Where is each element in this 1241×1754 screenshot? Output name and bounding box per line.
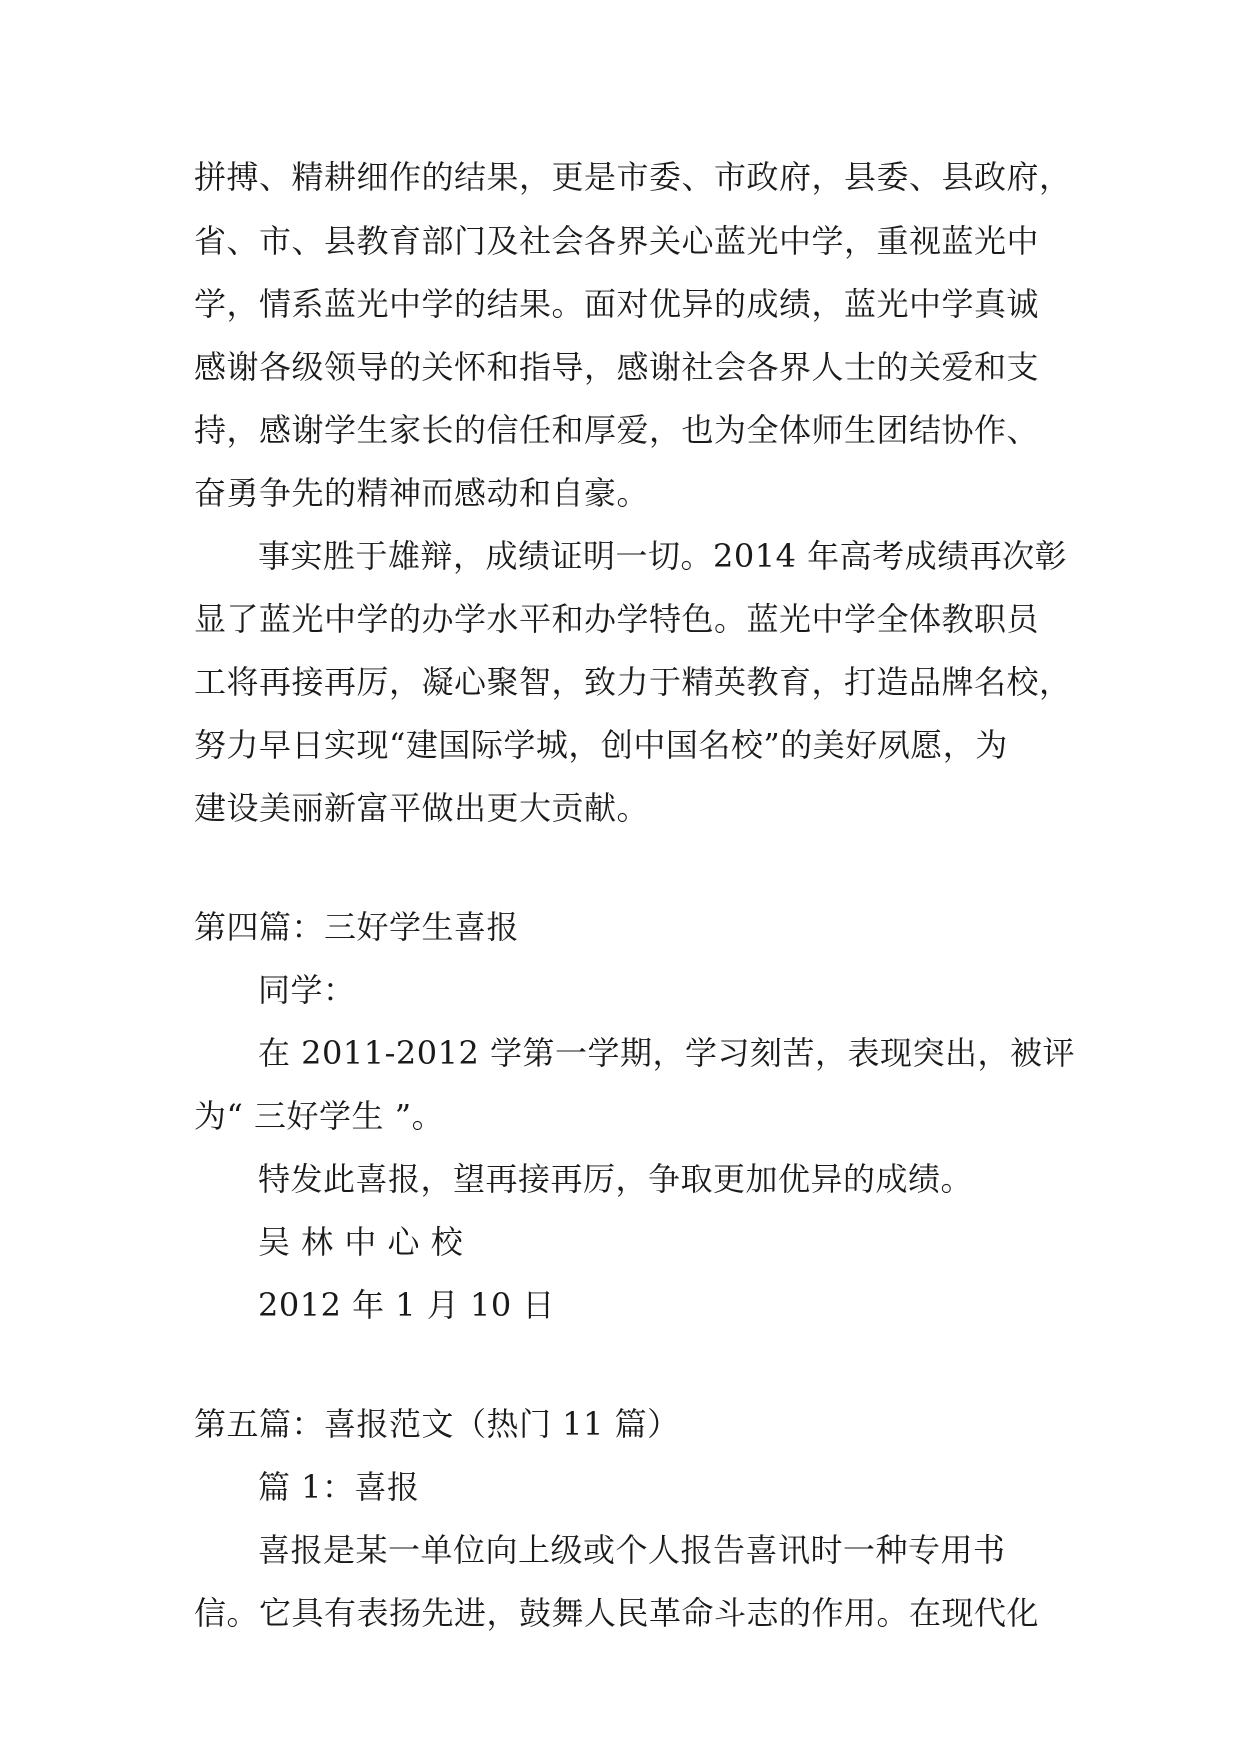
paragraph-line: 显了蓝光中学的办学水平和办学特色。蓝光中学全体教职员 xyxy=(194,600,1040,638)
paragraph-line: 持，感谢学生家长的信任和厚爱，也为全体师生团结协作、 xyxy=(194,411,1040,449)
paragraph-line: 事实胜于雄辩，成绩证明一切。2014 年高考成绩再次彰 xyxy=(258,537,1068,575)
subsection-heading: 篇 1：喜报 xyxy=(258,1468,420,1506)
signature-line: 吴 林 中 心 校 xyxy=(258,1223,464,1261)
paragraph-line: 特发此喜报，望再接再厉，争取更加优异的成绩。 xyxy=(258,1160,974,1198)
paragraph-line: 省、市、县教育部门及社会各界关心蓝光中学，重视蓝光中 xyxy=(194,222,1040,260)
paragraph-line: 工将再接再厉，凝心聚智，致力于精英教育，打造品牌名校， xyxy=(194,663,1072,701)
paragraph-line: 信。它具有表扬先进，鼓舞人民革命斗志的作用。在现代化 xyxy=(194,1594,1040,1632)
section-heading: 第四篇：三好学生喜报 xyxy=(194,908,520,946)
date-line: 2012 年 1 月 10 日 xyxy=(258,1286,555,1324)
paragraph-line: 为“ 三好学生 ”。 xyxy=(194,1097,445,1135)
section-heading: 第五篇：喜报范文（热门 11 篇） xyxy=(194,1405,680,1443)
paragraph-line: 拼搏、精耕细作的结果，更是市委、市政府，县委、县政府， xyxy=(194,158,1072,196)
paragraph-line: 建设美丽新富平做出更大贡献。 xyxy=(194,789,650,827)
salutation-line: 同学： xyxy=(258,971,356,1009)
paragraph-line: 感谢各级领导的关怀和指导，感谢社会各界人士的关爱和支 xyxy=(194,348,1040,386)
paragraph-line: 奋勇争先的精神而感动和自豪。 xyxy=(194,474,650,512)
paragraph-line: 喜报是某一单位向上级或个人报告喜讯时一种专用书 xyxy=(258,1531,1006,1569)
paragraph-line: 努力早日实现“建国际学城，创中国名校”的美好夙愿，为 xyxy=(194,726,1008,764)
paragraph-line: 在 2011-2012 学第一学期，学习刻苦，表现突出，被评 xyxy=(258,1034,1076,1072)
paragraph-line: 学，情系蓝光中学的结果。面对优异的成绩，蓝光中学真诚 xyxy=(194,285,1040,323)
